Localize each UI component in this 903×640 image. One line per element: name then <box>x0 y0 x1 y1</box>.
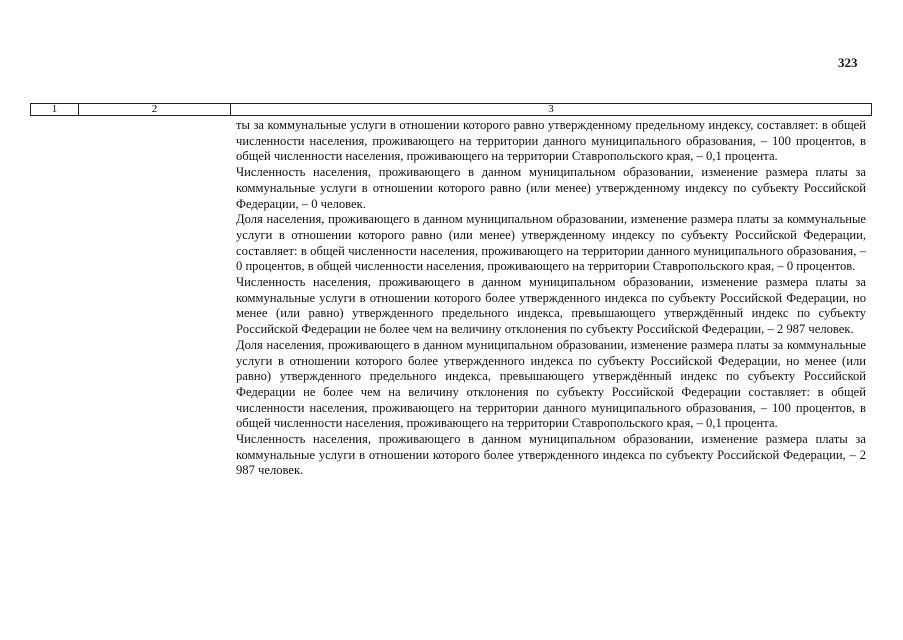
paragraph: Доля населения, проживающего в данном муниципальном образовании, изменение размера платы за коммунальные услуги в отношении которого равно (или менее) утвержденному индексу по субъекту Российской Федерации, составляет: в общей численности населения, проживающего на территории данного муниципального образования, – 0 процентов, в общей численности населения, проживающего на территории Ставропольского края, – 0 процентов. <box>236 212 866 274</box>
document-body <box>236 118 866 479</box>
column-header-2: 2 <box>79 104 231 115</box>
paragraph: Численность населения, проживающего в данном муниципальном образовании, изменение размера платы за коммунальные услуги в отношении которого более утвержденного индекса по субъекту Российской Федерации, – 2 987 человек. <box>236 432 866 478</box>
paragraph: Численность населения, проживающего в данном муниципальном образовании, изменение размера платы за коммунальные услуги в отношении которого более утвержденного индекса по субъекту Российской Федерации, но менее (или равно) утвержденного предельного индекса, превышающего утверждённый индекс по субъекту Российской Федерации не более чем на величину отклонения по субъекту Российской Федерации, – 2 987 человек. <box>236 275 866 337</box>
column-header-1: 1 <box>31 104 79 115</box>
table-header-row <box>30 103 872 116</box>
paragraph: Численность населения, проживающего в данном муниципальном образовании, изменение размера платы за коммунальные услуги в отношении которого равно (или менее) утвержденному индексу по субъекту Российской Федерации, – 0 человек. <box>236 165 866 211</box>
page-number: 323 <box>838 55 858 70</box>
paragraph: Доля населения, проживающего в данном муниципальном образовании, изменение размера платы за коммунальные услуги в отношении которого более утвержденного индекса по субъекту Российской Федерации, но менее (или равно) утвержденного предельного индекса, превышающего утверждённый индекс по субъекту Российской Федерации не более чем на величину отклонения по субъекту Российской Федерации составляет: в общей численности населения, проживающего на территории данного муниципального образования, – 100 процентов, в общей численности населения, проживающего на территории Ставропольского края, – 0,1 процента. <box>236 337 866 431</box>
paragraph: ты за коммунальные услуги в отношении которого равно утвержденному предельному индексу, составляет: в общей численности населения, проживающего на территории данного муниципального образования, – 100 процентов, в общей численности населения, проживающего на территории Ставропольского края, – 0,1 процента. <box>236 118 866 164</box>
column-header-3: 3 <box>548 103 554 115</box>
